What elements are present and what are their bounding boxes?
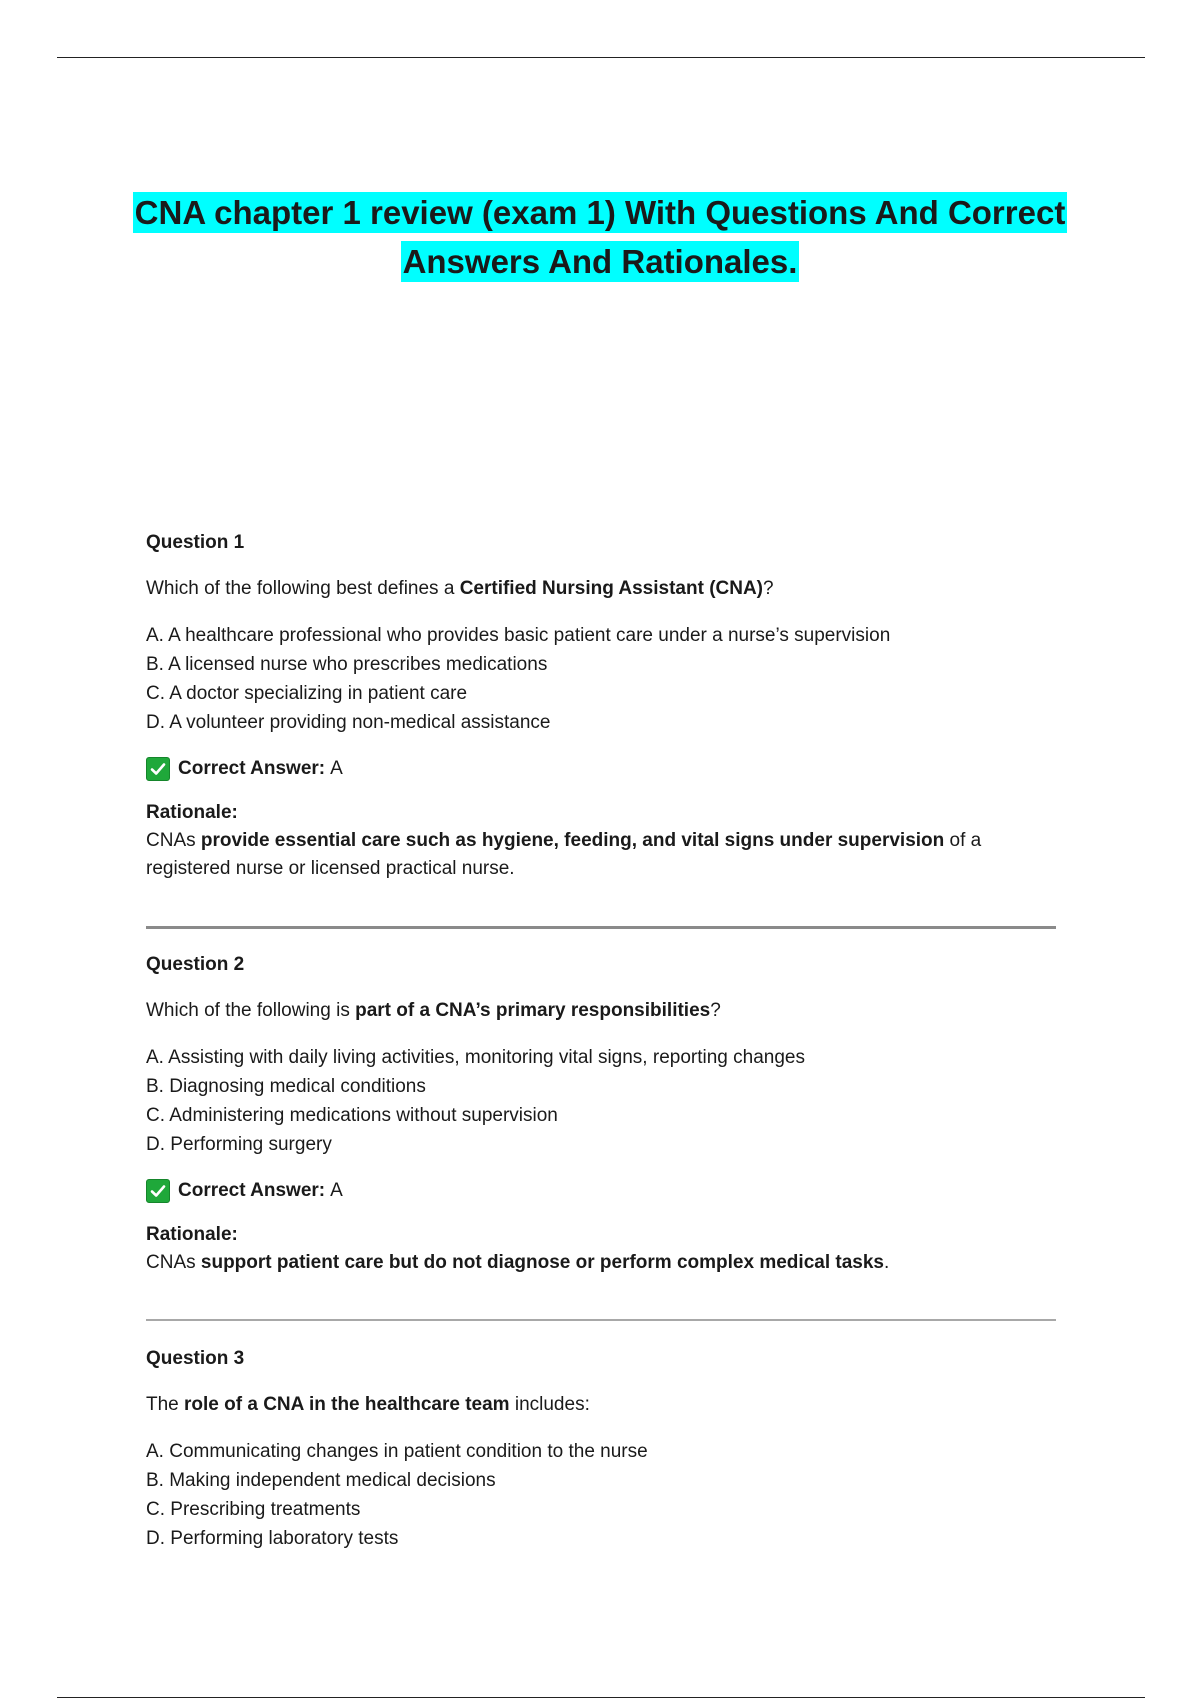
rationale-emphasis: provide essential care such as hygiene, feeding, and vital signs under supervision: [200, 830, 945, 851]
title-line-2: Answers And Rationales.: [402, 243, 798, 280]
question-block-2: [146, 953, 1056, 1277]
option-b: B. A licensed nurse who prescribes medications: [146, 654, 548, 675]
rationale-heading: Rationale:: [146, 802, 238, 823]
stem-emphasis: part of a CNA’s primary responsibilities: [355, 1000, 711, 1021]
rationale-start: CNAs: [146, 1252, 201, 1273]
question-block-3: [146, 1347, 1056, 1553]
check-mark-icon: [146, 757, 170, 781]
correct-answer: [146, 755, 1056, 783]
option-d: D. Performing surgery: [146, 1134, 332, 1155]
option-a: A. A healthcare professional who provides basic patient care under a nurse’s supervision: [146, 625, 891, 646]
stem-emphasis: role of a CNA in the healthcare team: [184, 1394, 510, 1415]
rationale-end: .: [883, 1252, 890, 1273]
document-title: [0, 188, 1200, 286]
stem-text-end: ?: [763, 578, 774, 599]
question-stem: [146, 577, 1056, 601]
option-d: D. A volunteer providing non-medical assistance: [146, 712, 551, 733]
correct-answer-value: A: [330, 1180, 343, 1201]
option-c: C. Administering medications without supervision: [146, 1105, 558, 1126]
option-d: D. Performing laboratory tests: [146, 1528, 399, 1549]
stem-emphasis: Certified Nursing Assistant (CNA): [459, 578, 764, 599]
rationale-start: CNAs: [146, 830, 201, 851]
question-heading: Question 2: [146, 954, 245, 975]
correct-answer: [146, 1177, 1056, 1205]
section-divider: [146, 1319, 1056, 1321]
rationale-heading: Rationale:: [146, 1224, 238, 1245]
stem-text: The: [146, 1394, 185, 1415]
option-b: B. Diagnosing medical conditions: [146, 1076, 426, 1097]
option-c: C. A doctor specializing in patient care: [146, 683, 468, 704]
question-stem: [146, 1393, 1056, 1417]
question-block-1: [146, 531, 1056, 883]
option-b: B. Making independent medical decisions: [146, 1470, 496, 1491]
question-heading: Question 3: [146, 1348, 245, 1369]
option-c: C. Prescribing treatments: [146, 1499, 361, 1520]
stem-text-end: includes:: [509, 1394, 590, 1415]
rationale-end: of a registered nurse or licensed practical nurse.: [146, 830, 982, 879]
correct-answer-label: Correct Answer:: [178, 1180, 326, 1201]
answer-options: [146, 1043, 1056, 1159]
correct-answer-value: A: [330, 758, 343, 779]
stem-text: Which of the following is: [146, 1000, 356, 1021]
stem-text: Which of the following best defines a: [146, 578, 460, 599]
rationale-emphasis: support patient care but do not diagnose or perform complex medical tasks: [200, 1252, 884, 1273]
stem-text-end: ?: [710, 1000, 721, 1021]
rationale-text: [146, 827, 1056, 883]
question-stem: [146, 999, 1056, 1023]
question-heading: Question 1: [146, 532, 245, 553]
option-a: A. Assisting with daily living activities, monitoring vital signs, reporting changes: [146, 1047, 805, 1068]
answer-options: [146, 621, 1056, 737]
correct-answer-label: Correct Answer:: [178, 758, 326, 779]
page-top-rule: [57, 57, 1145, 58]
check-mark-icon: [146, 1179, 170, 1203]
page-bottom-rule: [57, 1697, 1145, 1698]
title-line-1: CNA chapter 1 review (exam 1) With Questions And Correct: [134, 194, 1066, 231]
option-a: A. Communicating changes in patient condition to the nurse: [146, 1441, 648, 1462]
answer-options: [146, 1437, 1056, 1553]
section-divider: [146, 926, 1056, 929]
rationale-text: [146, 1249, 1056, 1277]
